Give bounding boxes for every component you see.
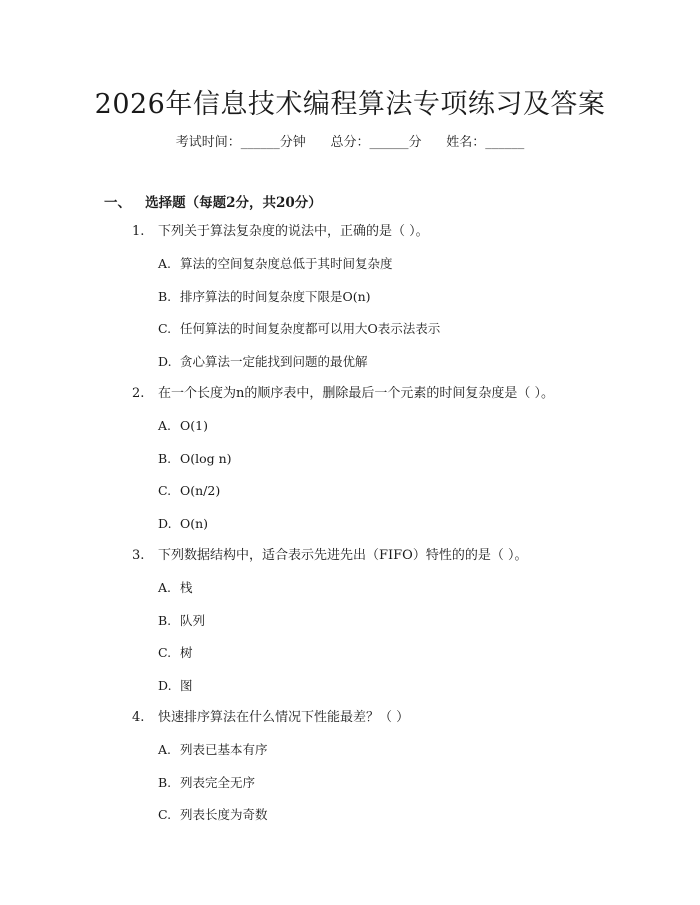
- option-4a: [0, 738, 700, 771]
- option-letter: C.: [158, 321, 172, 336]
- question-list: [0, 220, 700, 836]
- option-text: O(log n): [180, 450, 232, 466]
- option-text: 列表长度为奇数: [180, 807, 268, 822]
- option-2b: [0, 447, 700, 480]
- option-letter: D.: [158, 677, 172, 693]
- option-3b: [0, 609, 700, 642]
- option-letter: B.: [158, 288, 172, 304]
- question-3: [0, 544, 700, 576]
- question-3-options: [0, 576, 700, 706]
- option-text: 排序算法的时间复杂度下限是O(n): [180, 288, 371, 304]
- option-text: 任何算法的时间复杂度都可以用大O表示法表示: [180, 321, 441, 336]
- option-text: O(n): [180, 515, 209, 531]
- option-2a: [0, 414, 700, 447]
- option-text: O(1): [180, 418, 208, 433]
- option-text: 队列: [180, 612, 206, 628]
- option-letter: A.: [158, 742, 172, 757]
- option-letter: A.: [158, 580, 172, 595]
- page-title: 2026年信息技术编程算法专项练习及答案: [94, 89, 606, 120]
- option-letter: C.: [158, 483, 172, 498]
- option-4b: [0, 771, 700, 804]
- option-text: 算法的空间复杂度总低于其时间复杂度: [180, 256, 393, 271]
- option-letter: B.: [158, 774, 172, 790]
- question-number: 1.: [132, 224, 145, 239]
- question-text: 下列关于算法复杂度的说法中，正确的是（ ）。: [158, 224, 429, 239]
- option-text: 列表完全无序: [180, 774, 256, 790]
- option-text: 列表已基本有序: [180, 742, 268, 757]
- option-text: O(n/2): [180, 483, 221, 498]
- option-3c: [0, 641, 700, 674]
- question-text: 在一个长度为n的顺序表中，删除最后一个元素的时间复杂度是（ ）。: [158, 386, 555, 401]
- question-number: 3.: [132, 548, 145, 563]
- question-2: [0, 382, 700, 414]
- question-4-options: [0, 738, 700, 836]
- option-letter: B.: [158, 450, 172, 466]
- question-1-options: [0, 252, 700, 382]
- option-text: 树: [180, 645, 193, 660]
- option-1d: [0, 350, 700, 383]
- option-3d: [0, 674, 700, 707]
- question-number: 4.: [132, 710, 145, 725]
- option-letter: B.: [158, 612, 172, 628]
- option-letter: A.: [158, 418, 172, 433]
- option-1c: [0, 317, 700, 350]
- option-2c: [0, 479, 700, 512]
- option-4c: [0, 803, 700, 836]
- option-letter: C.: [158, 807, 172, 822]
- option-text: 栈: [180, 580, 193, 595]
- question-text: 下列数据结构中，适合表示先进先出（FIFO）特性的的是（ ）。: [158, 548, 528, 563]
- question-1: [0, 220, 700, 252]
- section-number: 一、: [104, 195, 131, 211]
- option-3a: [0, 576, 700, 609]
- option-letter: A.: [158, 256, 172, 271]
- question-2-options: [0, 414, 700, 544]
- option-letter: D.: [158, 353, 172, 369]
- option-letter: D.: [158, 515, 172, 531]
- option-text: 贪心算法一定能找到问题的最优解: [180, 353, 368, 369]
- section-heading: [104, 191, 322, 211]
- exam-info-line: 考试时间：______分钟 总分：______分 姓名：______: [175, 135, 525, 150]
- option-1a: [0, 252, 700, 285]
- section-title: 选择题（每题2分，共20分）: [145, 195, 322, 211]
- option-1b: [0, 285, 700, 318]
- question-text: 快速排序算法在什么情况下性能最差？（ ）: [158, 710, 410, 725]
- question-number: 2.: [132, 386, 145, 401]
- option-2d: [0, 512, 700, 545]
- option-letter: C.: [158, 645, 172, 660]
- option-text: 图: [180, 677, 193, 693]
- question-4: [0, 706, 700, 738]
